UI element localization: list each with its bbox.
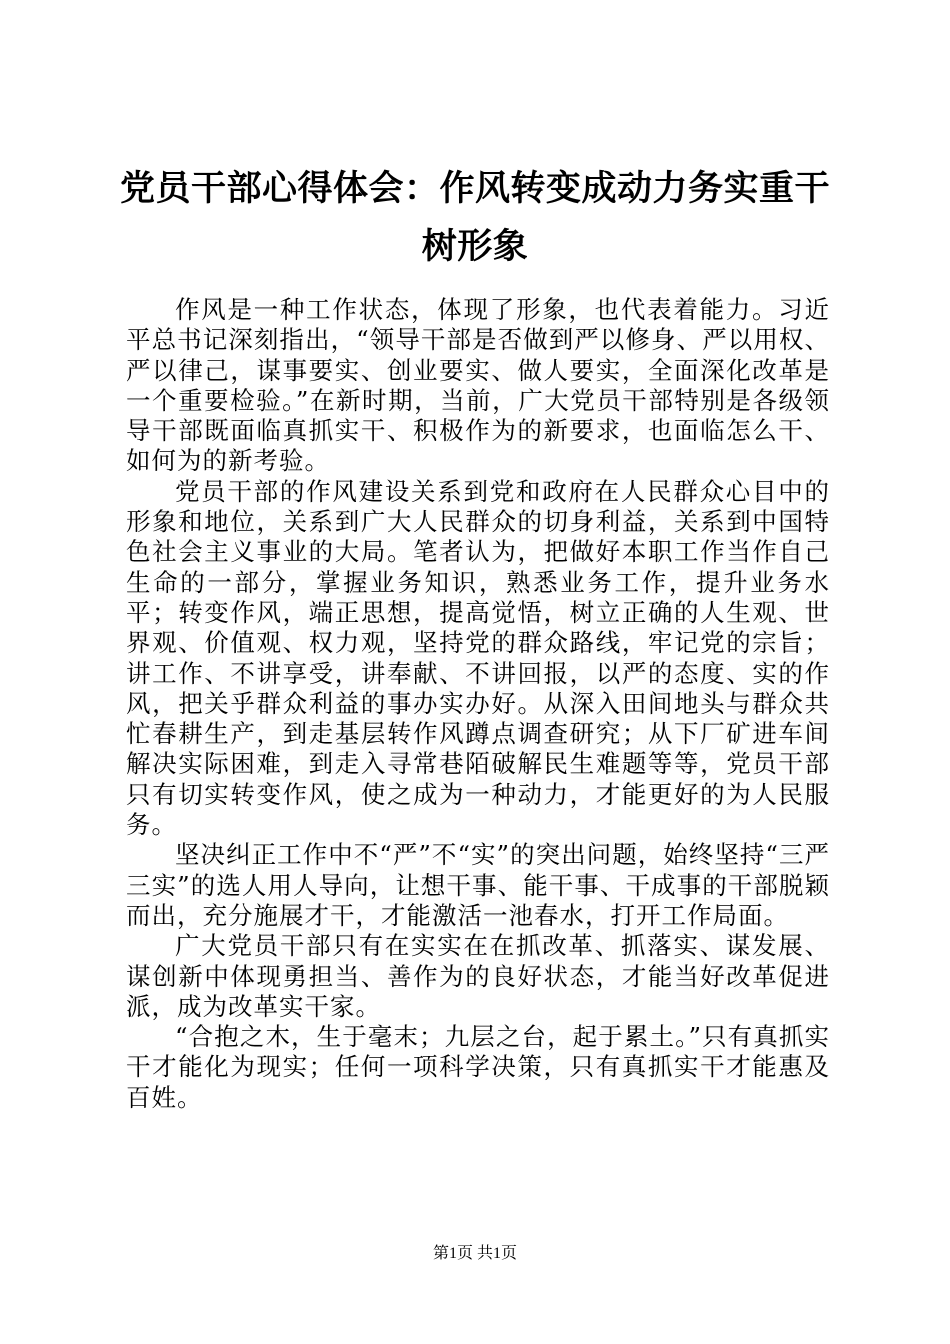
page-footer: 第1页 共1页 <box>432 1245 517 1262</box>
paragraph-1: 作风是一种工作状态，体现了形象，也代表着能力。习近平总书记深刻指出，“领导干部是否做到严以修身、严以用权、严以律己，谋事要实、创业要实、做人要实，全面深化改革是一个重要检验。”在新时期，当前，广大党员干部特别是各级领导干部既面临真抓实干、积极作为的新要求，也面临怎么干、如何为的新考验。 <box>126 295 830 476</box>
paragraph-2: 党员干部的作风建设关系到党和政府在人民群众心目中的形象和地位，关系到广大人民群众的切身利益，关系到中国特色社会主义事业的大局。笔者认为，把做好本职工作当作自己生命的一部分，掌握业务知识，熟悉业务工作，提升业务水平；转变作风，端正思想，提高觉悟，树立正确的人生观、世界观、价值观、权力观，坚持党的群众路线，牢记党的宗旨；讲工作、不讲享受，讲奉献、不讲回报，以严的态度、实的作风，把关乎群众利益的事办实办好。从深入田间地头与群众共忙春耕生产，到走基层转作风蹲点调查研究；从下厂矿进车间解决实际困难，到走入寻常巷陌破解民生难题等等，党员干部只有切实转变作风，使之成为一种动力，才能更好的为人民服务。 <box>126 476 830 840</box>
paragraph-4: 广大党员干部只有在实实在在抓改革、抓落实、谋发展、谋创新中体现勇担当、善作为的良好状态，才能当好改革促进派，成为改革实干家。 <box>126 931 830 1021</box>
document-title: 党员干部心得体会：作风转变成动力务实重干树形象 <box>119 168 830 267</box>
document-body <box>126 295 830 1113</box>
paragraph-3: 坚决纠正工作中不“严”不“实”的突出问题，始终坚持“三严三实”的选人用人导向，让想干事、能干事、干成事的干部脱颖而出，充分施展才干，才能激活一池春水，打开工作局面。 <box>126 840 830 930</box>
paragraph-5: “合抱之木，生于毫末；九层之台，起于累土。”只有真抓实干才能化为现实；任何一项科学决策，只有真抓实干才能惠及百姓。 <box>126 1022 830 1112</box>
